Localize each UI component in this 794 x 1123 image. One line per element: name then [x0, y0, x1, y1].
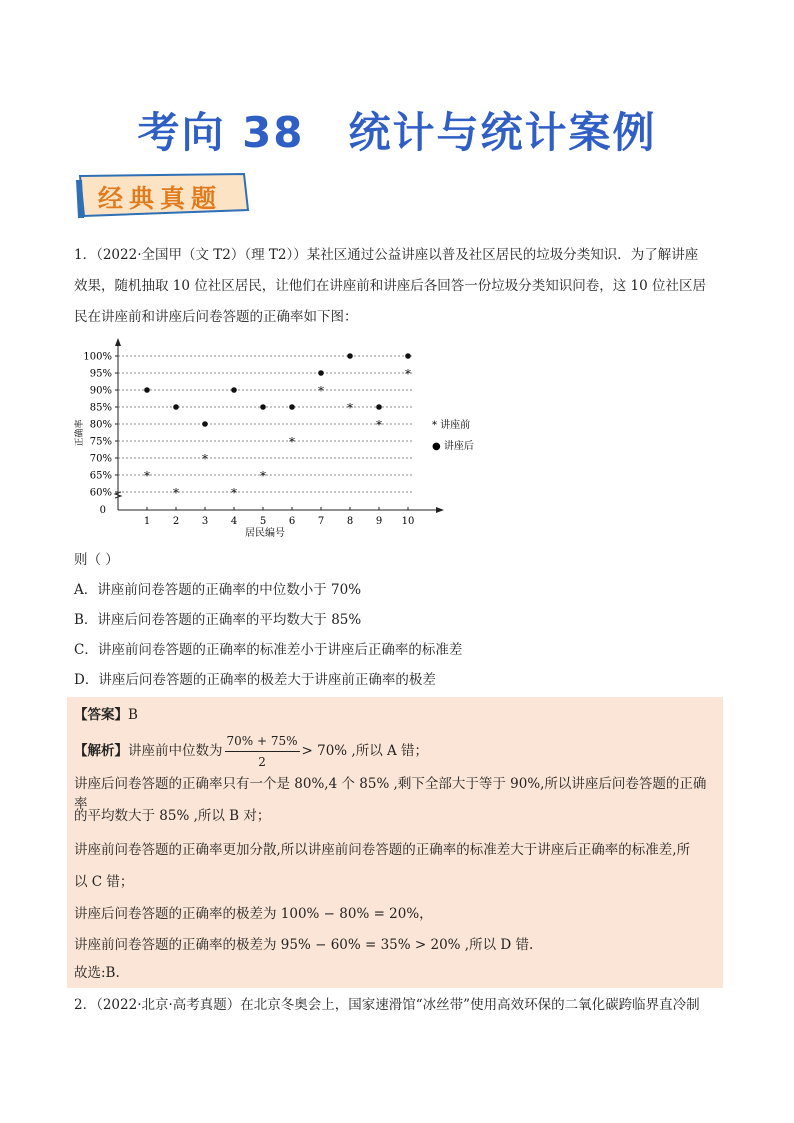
median-fraction — [225, 731, 300, 772]
analysis-line-4: 讲座前问卷答题的正确率更加分散,所以讲座前问卷答题的正确率的标准差大于讲座后正确率的标准差,所 — [74, 842, 691, 858]
origin-label: 0 — [99, 505, 106, 516]
point-after — [202, 421, 208, 427]
option-a: A．讲座前问卷答题的正确率的中位数小于 70% — [74, 582, 362, 598]
page-title — [0, 100, 794, 160]
x-axis-label: 居民编号 — [245, 528, 285, 539]
y-tick-label: 60% — [89, 487, 112, 499]
point-before: * — [289, 435, 295, 449]
point-before: * — [405, 367, 411, 381]
analysis-post: > 70% ,所以 A 错； — [301, 743, 429, 759]
y-tick-label: 80% — [89, 419, 112, 431]
point-after — [173, 404, 179, 410]
x-axis-arrow — [436, 507, 444, 513]
point-before: * — [260, 469, 266, 483]
fraction-denominator: 2 — [258, 755, 266, 769]
y-tick-label: 90% — [89, 385, 112, 397]
title-part1: 考向 38 — [137, 108, 305, 157]
point-before: * — [173, 486, 179, 500]
y-tick-label: 85% — [89, 402, 112, 414]
analysis-line-8: 故选:B. — [74, 965, 120, 981]
point-after — [289, 404, 295, 410]
legend-before: * 讲座前 — [432, 420, 471, 431]
x-tick-label: 6 — [288, 516, 296, 527]
question-1-line-3: 民在讲座前和讲座后问卷答题的正确率如下图： — [74, 309, 358, 325]
title-part2: 统计与统计案例 — [348, 108, 657, 157]
answer-tag: 【答案】 — [74, 707, 128, 723]
analysis-pre: 讲座前中位数为 — [128, 743, 223, 759]
point-after — [318, 370, 324, 376]
point-after — [376, 404, 382, 410]
analysis-line-1 — [74, 731, 714, 772]
option-b: B．讲座后问卷答题的正确率的平均数大于 85% — [74, 612, 362, 628]
y-tick-label: 100% — [83, 351, 112, 363]
analysis-line-2: 讲座后问卷答题的正确率只有一个是 80%,4 个 85% ,剩下全部大于等于 90%,所以讲座后问卷答题的正确率 — [74, 776, 707, 812]
point-before: * — [144, 469, 150, 483]
point-before: * — [347, 401, 353, 415]
point-after — [231, 387, 237, 393]
answer-value: B — [128, 707, 138, 723]
analysis-line-6: 讲座后问卷答题的正确率的极差为 100% − 80% = 20%， — [74, 906, 433, 922]
point-after — [347, 353, 353, 359]
x-tick-label: 4 — [230, 516, 238, 527]
y-tick-label: 70% — [89, 453, 112, 465]
analysis-line-7: 讲座前问卷答题的正确率的极差为 95% − 60% = 35% > 20% ,所以 D 错. — [74, 937, 534, 953]
options-list — [74, 545, 724, 695]
y-axis-label: 正确率 — [75, 419, 85, 447]
x-tick-label: 7 — [317, 516, 325, 527]
question-1-line-2: 效果，随机抽取 10 位社区居民，让他们在讲座前和讲座后各回答一份垃圾分类知识问卷，这 10 位社区居 — [74, 278, 707, 294]
option-prompt: 则（ ） — [74, 552, 119, 568]
answer-line — [74, 705, 714, 725]
question-1-line-1: 1．（2022·全国甲（文 T2）（理 T2））某社区通过公益讲座以普及社区居民的垃圾分类知识．为了解讲座 — [74, 247, 699, 263]
point-after — [144, 387, 150, 393]
question-1-text — [74, 240, 724, 333]
point-before: * — [318, 384, 324, 398]
point-before: * — [202, 452, 208, 466]
point-before: * — [231, 486, 237, 500]
analysis-line-5: 以 C 错； — [74, 874, 134, 890]
option-d: D．讲座后问卷答题的正确率的极差大于讲座前正确率的极差 — [74, 672, 436, 688]
axis-break — [115, 492, 121, 498]
analysis-line-3: 的平均数大于 85% ,所以 B 对； — [74, 808, 271, 824]
x-tick-label: 5 — [259, 516, 267, 527]
x-tick-label: 8 — [346, 516, 354, 527]
fraction-numerator: 70% + 75% — [225, 731, 300, 752]
y-axis-arrow — [115, 338, 121, 346]
x-tick-label: 2 — [172, 516, 180, 527]
banner-label: 经典真题 — [98, 184, 223, 213]
x-tick-label: 3 — [201, 516, 209, 527]
point-after — [260, 404, 266, 410]
option-c: C．讲座前问卷答题的正确率的标准差小于讲座后正确率的标准差 — [74, 642, 463, 658]
y-tick-label: 75% — [89, 436, 112, 448]
analysis-tag: 【解析】 — [74, 743, 128, 759]
y-tick-label: 95% — [89, 368, 112, 380]
point-before: * — [376, 418, 382, 432]
x-tick-label: 9 — [375, 516, 383, 527]
x-tick-label: 1 — [143, 516, 151, 527]
y-tick-label: 65% — [89, 470, 112, 482]
x-tick-label: 10 — [401, 516, 415, 527]
answer-block — [67, 697, 723, 988]
scatter-chart — [70, 338, 490, 543]
legend-after: ● 讲座后 — [432, 441, 474, 452]
question-2-text: 2．（2022·北京·高考真题）在北京冬奥会上，国家速滑馆“冰丝带”使用高效环保的二氧化碳跨临界直冷制 — [74, 997, 700, 1013]
point-after — [405, 353, 411, 359]
